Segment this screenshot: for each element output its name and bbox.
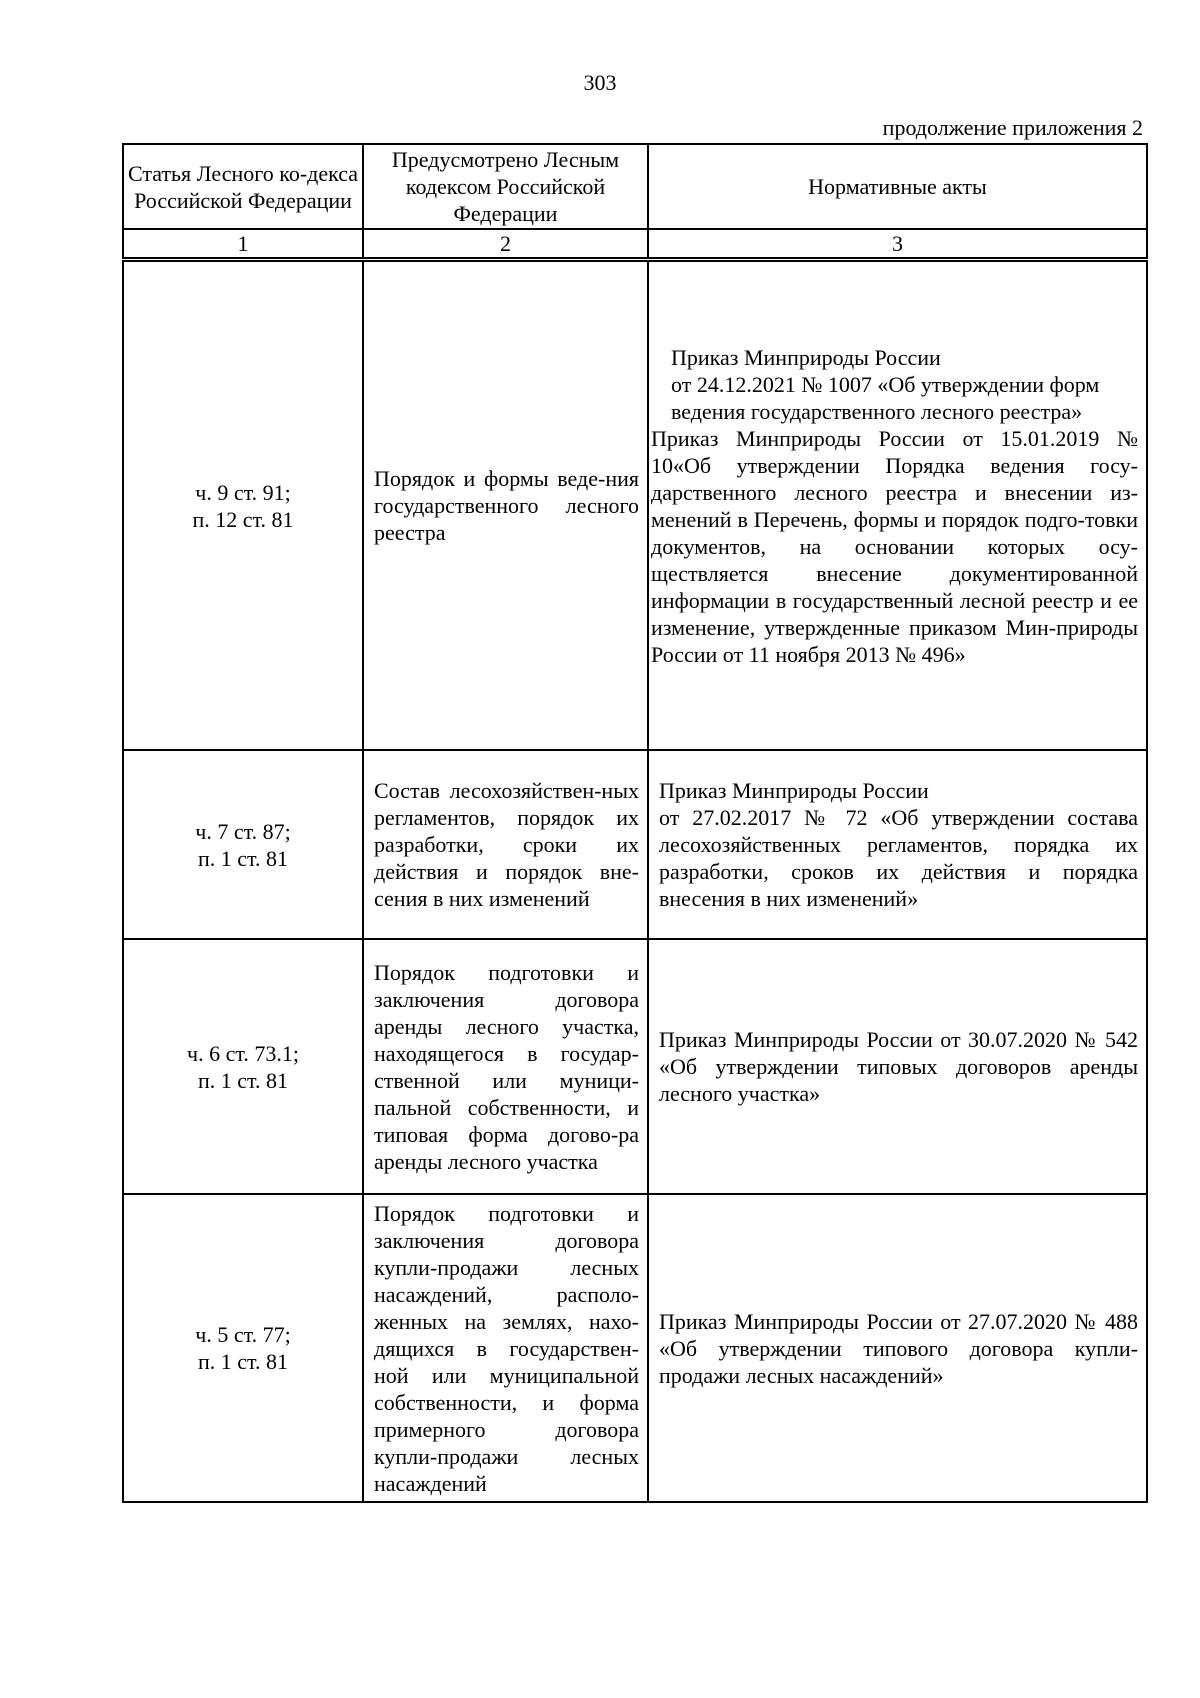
column-number: 1 <box>123 229 363 260</box>
act-text: от 27.02.2017 № 72 «Об утверждении состава лесохозяйственных регламентов, порядка их разработки, сроков их действия и порядка внесения в них изменений» <box>659 805 1138 911</box>
acts-cell <box>648 1194 1147 1502</box>
article-line: ч. 6 ст. 73.1; <box>187 1040 299 1066</box>
act-text: Приказ Минприроды России от 15.01.2019 № 10«Об утверждении Порядка ведения госу-дарственного лесного реестра и внесении из-менений в Перечень, формы и порядок подго-товки документов, на основании которых осу-ществляется внесение документированной информации в государственный лесной реестр и ее изменение, утвержденные приказом Мин-природы России от 11 ноября 2013 № 496» <box>651 425 1138 667</box>
header-article: Статья Лесного ко-декса Российской Федерации <box>123 144 363 229</box>
acts-cell <box>648 750 1147 939</box>
act-text: Приказ Минприроды России от 30.07.2020 № 542 «Об утверждении типовых договоров аренды лесного участка» <box>659 1027 1138 1106</box>
table-row <box>123 1194 1147 1502</box>
article-line: ч. 7 ст. 87; <box>195 818 291 844</box>
provision-cell: Порядок подготовки и заключения договора купли-продажи лесных насаждений, располо-женных на землях, нахо-дящихся в государствен-ной или муниципальной собственности, и форма примерного договора купли-продажи лесных насаждений <box>363 1194 648 1502</box>
page-number: 303 <box>583 70 617 95</box>
header-provision: Предусмотрено Лесным кодексом Российской Федерации <box>363 144 648 229</box>
acts-cell <box>648 939 1147 1194</box>
normative-acts-table <box>122 143 1148 1503</box>
provision-cell: Порядок и формы веде-ния государственного лесного реестра <box>363 260 648 751</box>
article-cell <box>123 260 363 751</box>
act-text: Приказ Минприроды России от 27.07.2020 № 488 «Об утверждении типового договора купли-продажи лесных насаждений» <box>659 1308 1138 1388</box>
continuation-label: продолжение приложения 2 <box>882 115 1143 140</box>
table-row <box>123 260 1147 751</box>
article-cell <box>123 1194 363 1502</box>
header-row <box>123 144 1147 229</box>
provision-cell: Состав лесохозяйствен-ных регламентов, порядок их разработки, сроки их действия и порядок вне-сения в них изменений <box>363 750 648 939</box>
column-number: 2 <box>363 229 648 260</box>
article-line: п. 12 ст. 81 <box>192 506 294 532</box>
article-line: ч. 9 ст. 91; <box>195 479 291 505</box>
article-line: п. 1 ст. 81 <box>198 845 288 871</box>
article-line: ч. 5 ст. 77; <box>195 1322 291 1347</box>
act-text: от 24.12.2021 № 1007 «Об утверждении форм ведения государственного лесного реестра» <box>671 371 1100 424</box>
article-line: п. 1 ст. 81 <box>198 1067 288 1093</box>
act-text: Приказ Минприроды России <box>671 344 941 370</box>
act-text: Приказ Минприроды России <box>659 778 929 803</box>
article-cell <box>123 939 363 1194</box>
table-row <box>123 750 1147 939</box>
provision-cell: Порядок подготовки и заключения договора аренды лесного участка, находящегося в государ-ственной или муници-пальной собственности, и типовая форма догово-ра аренды лесного участка <box>363 939 648 1194</box>
column-number: 3 <box>648 229 1147 260</box>
article-line: п. 1 ст. 81 <box>198 1349 288 1374</box>
table-row <box>123 939 1147 1194</box>
header-acts: Нормативные акты <box>648 144 1147 229</box>
acts-cell <box>648 260 1147 751</box>
column-number-row <box>123 229 1147 260</box>
article-cell <box>123 750 363 939</box>
